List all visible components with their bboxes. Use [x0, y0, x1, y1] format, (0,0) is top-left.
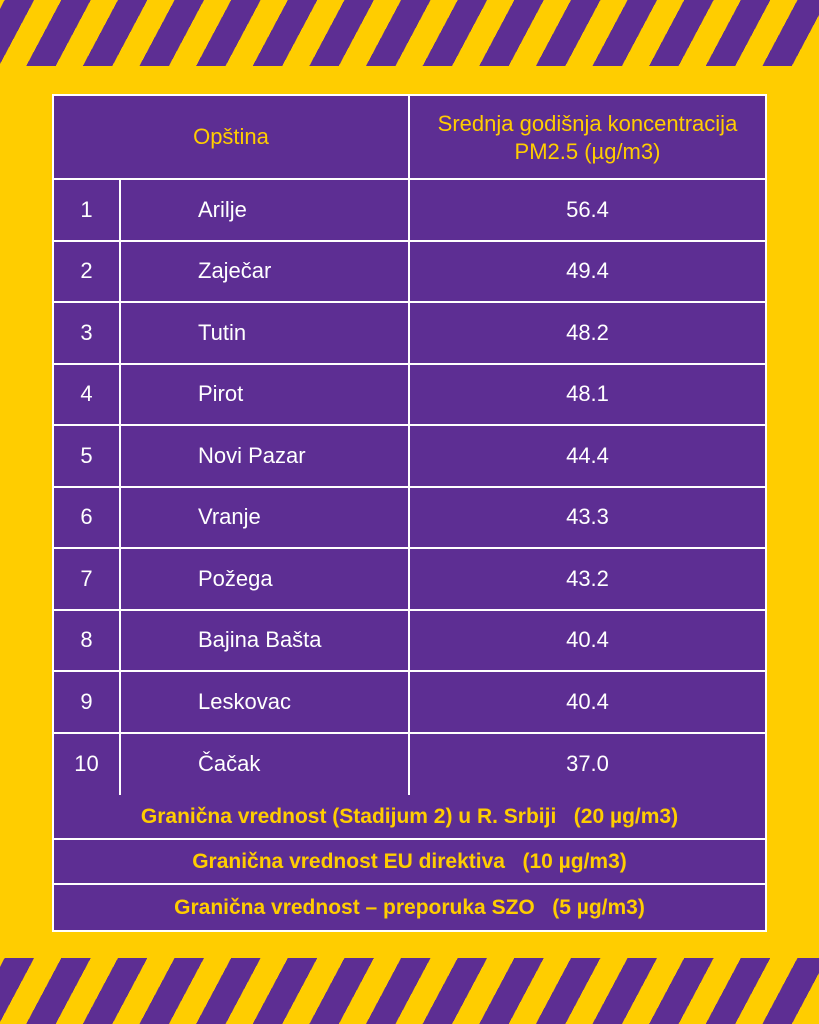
pm25-table	[52, 94, 767, 932]
concentration-cell: 56.4	[566, 196, 609, 222]
municipality-cell: Bajina Bašta	[121, 611, 410, 671]
concentration-cell: 48.2	[566, 319, 609, 345]
bottom-stripe-band	[0, 958, 819, 1024]
table-row	[54, 611, 765, 673]
limit-note-row: Granična vrednost (Stadijum 2) u R. Srbiji (20 µg/m3)	[54, 795, 765, 840]
concentration-cell: 43.3	[566, 504, 609, 530]
municipality-cell: Čačak	[121, 734, 410, 796]
limit-note-row: Granična vrednost – preporuka SZO (5 µg/m3)	[174, 895, 645, 919]
rank-cell: 2	[54, 242, 121, 302]
rank-cell: 8	[54, 611, 121, 671]
concentration-cell: 49.4	[566, 258, 609, 284]
table-row	[54, 549, 765, 611]
rank-cell: 3	[54, 303, 121, 363]
concentration-cell: 43.2	[566, 565, 609, 591]
header-concentration-line2: PM2.5 (µg/m3)	[514, 139, 661, 164]
municipality-cell: Vranje	[121, 488, 410, 548]
concentration-cell: 37.0	[566, 751, 609, 777]
top-stripe-band	[0, 0, 819, 66]
rank-cell: 7	[54, 549, 121, 609]
concentration-cell: 48.1	[566, 381, 609, 407]
table-row	[54, 672, 765, 734]
header-concentration	[410, 96, 765, 178]
concentration-cell: 44.4	[566, 442, 609, 468]
table-row	[54, 734, 765, 796]
table-row	[54, 242, 765, 304]
municipality-cell: Pirot	[121, 365, 410, 425]
rank-cell: 1	[54, 180, 121, 240]
rank-cell: 9	[54, 672, 121, 732]
table-row	[54, 426, 765, 488]
header-municipality: Opština	[54, 96, 410, 178]
table-row	[54, 180, 765, 242]
rank-cell: 5	[54, 426, 121, 486]
municipality-cell: Tutin	[121, 303, 410, 363]
table-row	[54, 303, 765, 365]
limit-note-row: Granična vrednost EU direktiva (10 µg/m3)	[54, 840, 765, 885]
municipality-cell: Zaječar	[121, 242, 410, 302]
concentration-cell: 40.4	[566, 688, 609, 714]
rank-cell: 10	[54, 734, 121, 796]
municipality-cell: Novi Pazar	[121, 426, 410, 486]
municipality-cell: Požega	[121, 549, 410, 609]
rank-cell: 4	[54, 365, 121, 425]
table-row	[54, 488, 765, 550]
table-row	[54, 365, 765, 427]
municipality-cell: Arilje	[121, 180, 410, 240]
municipality-cell: Leskovac	[121, 672, 410, 732]
concentration-cell: 40.4	[566, 627, 609, 653]
table-header-row	[54, 96, 765, 180]
rank-cell: 6	[54, 488, 121, 548]
header-concentration-line1: Srednja godišnja koncentracija	[437, 111, 738, 136]
